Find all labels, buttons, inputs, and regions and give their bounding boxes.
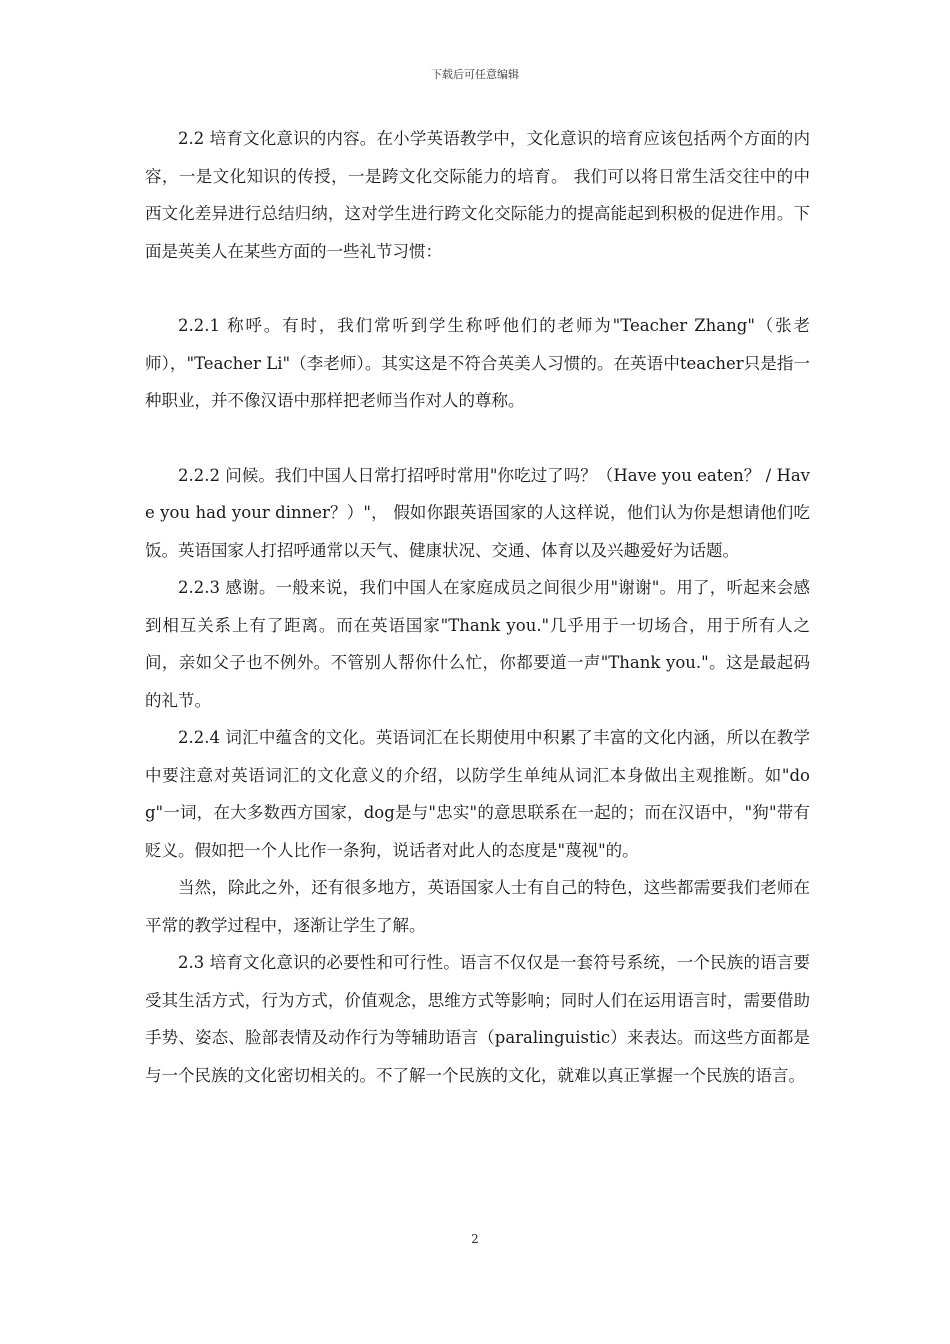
page-header: 下载后可任意编辑: [431, 68, 519, 81]
paragraph-2-3: 2.3 培育文化意识的必要性和可行性。语言不仅仅是一套符号系统，一个民族的语言要受其生活方式，行为方式，价值观念，思维方式等影响；同时人们在运用语言时，需要借助手势、姿态、脸部表情及动作行为等辅助语言（paralinguistic）来表达。而这些方面都是与一个民族的文化密切相关的。不了解一个民族的文化，就难以真正掌握一个民族的语言。: [145, 953, 810, 1085]
page-number: 2: [471, 1232, 479, 1246]
paragraph-2-2-1: 2.2.1 称呼。有时，我们常听到学生称呼他们的老师为"Teacher Zhang"（张老师），"Teacher Li"（李老师）。其实这是不符合英美人习惯的。在英语中teacher只是指一种职业，并不像汉语中那样把老师当作对人的尊称。: [145, 316, 810, 410]
paragraph-2-2-3: 2.2.3 感谢。一般来说，我们中国人在家庭成员之间很少用"谢谢"。用了，听起来会感到相互关系上有了距离。而在英语国家"Thank you."几乎用于一切场合，用于所有人之间，亲如父子也不例外。不管别人帮你什么忙，你都要道一声"Thank you."。这是最起码的礼节。: [145, 578, 810, 710]
paragraph-2-2-4: 2.2.4 词汇中蕴含的文化。英语词汇在长期使用中积累了丰富的文化内涵，所以在教学中要注意对英语词汇的文化意义的介绍，以防学生单纯从词汇本身做出主观推断。如"dog"一词，在大多数西方国家，dog是与"忠实"的意思联系在一起的；而在汉语中，"狗"带有贬义。假如把一个人比作一条狗，说话者对此人的态度是"蔑视"的。: [145, 728, 810, 860]
paragraph-2-2: 2.2 培育文化意识的内容。在小学英语教学中，文化意识的培育应该包括两个方面的内容，一是文化知识的传授，一是跨文化交际能力的培育。 我们可以将日常生活交往中的中西文化差异进行总结归纳，这对学生进行跨文化交际能力的提高能起到积极的促进作用。下面是英美人在某些方面的一些礼节习惯：: [145, 129, 810, 261]
paragraph-2-2-2: 2.2.2 问候。我们中国人日常打招呼时常用"你吃过了吗？（Have you eaten？ / Have you had your dinner？）"， 假如你跟英语国家的人这样说，他们认为你是想请他们吃饭。英语国家人打招呼通常以天气、健康状况、交通、体育以及兴趣爱好为话题。: [145, 465, 810, 560]
paragraph-conclusion: 当然，除此之外，还有很多地方，英语国家人士有自己的特色，这些都需要我们老师在平常的教学过程中，逐渐让学生了解。: [145, 878, 810, 935]
document-body: [145, 120, 810, 1094]
